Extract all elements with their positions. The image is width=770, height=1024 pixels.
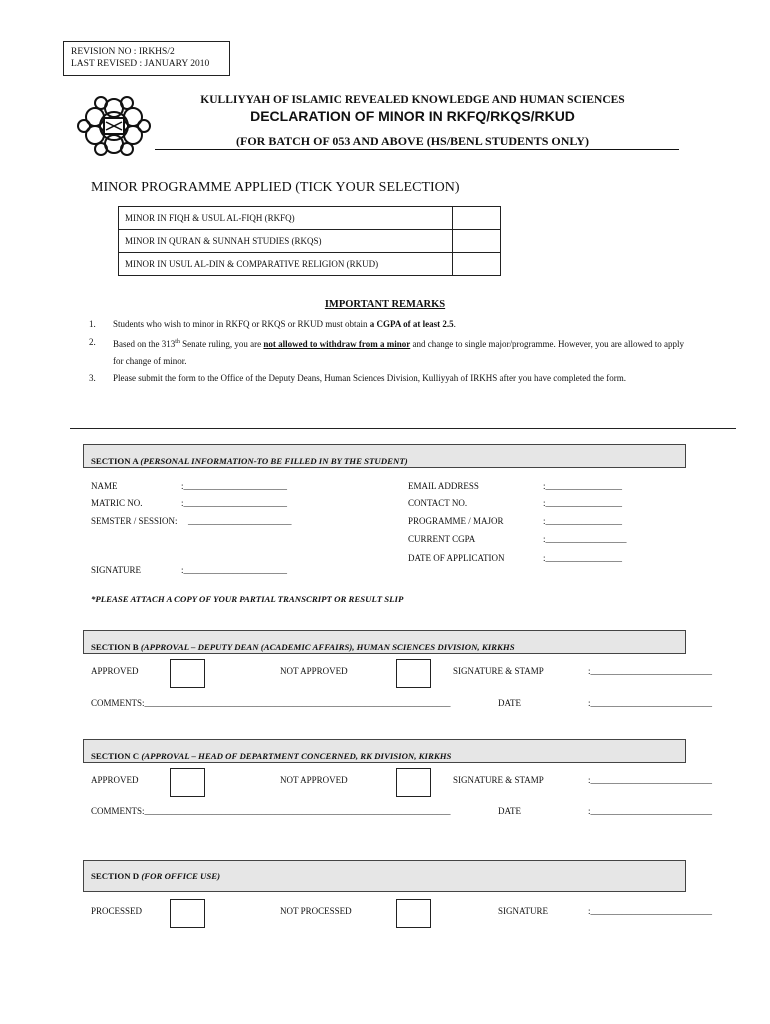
minor-programme-heading: MINOR PROGRAMME APPLIED (TICK YOUR SELECTION) xyxy=(91,180,460,195)
remark-text: Students who wish to minor in RKFQ or RKQS or RKUD must obtain a CGPA of at least 2.5. xyxy=(113,319,456,329)
name-field[interactable]: :_______________________ xyxy=(181,481,288,491)
signature-field[interactable]: :_______________________ xyxy=(181,565,288,575)
section-c-signature-field[interactable]: :___________________________ xyxy=(588,775,713,785)
revision-number: REVISION NO : IRKHS/2 xyxy=(71,47,175,57)
revision-box xyxy=(63,41,230,76)
section-c-date-field[interactable]: :___________________________ xyxy=(588,806,713,816)
semester-field[interactable]: _______________________ xyxy=(188,516,292,526)
minor-rkud-checkbox[interactable] xyxy=(453,253,501,276)
remark-number: 3. xyxy=(89,373,96,383)
not-approved-label: NOT APPROVED xyxy=(280,666,348,676)
section-c-not-approved-checkbox[interactable] xyxy=(396,768,431,797)
section-b-title: SECTION B (APPROVAL – DEPUTY DEAN (ACADEMIC AFFAIRS), HUMAN SCIENCES DIVISION, KIRKHS xyxy=(91,642,515,652)
remarks-heading: IMPORTANT REMARKS xyxy=(324,299,446,310)
section-c-approved-checkbox[interactable] xyxy=(170,768,205,797)
signature-label: SIGNATURE xyxy=(498,906,549,916)
not-processed-checkbox[interactable] xyxy=(396,899,431,928)
matric-label: MATRIC NO. xyxy=(91,498,143,508)
date-label: DATE xyxy=(498,806,521,816)
not-processed-label: NOT PROCESSED xyxy=(280,906,352,916)
minor-option-label: MINOR IN QURAN & SUNNAH STUDIES (RKQS) xyxy=(119,230,453,253)
section-b-not-approved-checkbox[interactable] xyxy=(396,659,431,688)
minor-selection-table xyxy=(118,206,501,276)
cgpa-field[interactable]: :__________________ xyxy=(543,534,627,544)
cgpa-label: CURRENT CGPA xyxy=(408,534,476,544)
contact-label: CONTACT NO. xyxy=(408,498,468,508)
semester-label: SEMSTER / SESSION: xyxy=(91,516,178,526)
signature-label: SIGNATURE xyxy=(91,565,142,575)
minor-rkqs-checkbox[interactable] xyxy=(453,230,501,253)
date-application-label: DATE OF APPLICATION xyxy=(408,553,505,563)
header-underline xyxy=(155,149,679,150)
programme-label: PROGRAMME / MAJOR xyxy=(408,516,504,526)
matric-field[interactable]: :_______________________ xyxy=(181,498,288,508)
approved-label: APPROVED xyxy=(91,666,139,676)
name-label: NAME xyxy=(91,481,118,491)
section-a-title: SECTION A (PERSONAL INFORMATION-TO BE FILLED IN BY THE STUDENT) xyxy=(91,456,408,466)
minor-option-label: MINOR IN FIQH & USUL AL-FIQH (RKFQ) xyxy=(119,207,453,230)
faculty-title: KULLIYYAH OF ISLAMIC REVEALED KNOWLEDGE AND HUMAN SCIENCES xyxy=(200,94,625,106)
programme-field[interactable]: :_________________ xyxy=(543,516,623,526)
section-d-signature-field[interactable]: :___________________________ xyxy=(588,906,713,916)
minor-option-row xyxy=(119,207,501,230)
date-label: DATE xyxy=(498,698,521,708)
contact-field[interactable]: :_________________ xyxy=(543,498,623,508)
remark-text: Based on the 313th Senate ruling, you are not allowed to withdraw from a minor and change to single major/programme. However, you are allowed to apply for change of minor. xyxy=(113,339,685,366)
university-logo-icon xyxy=(70,86,158,166)
remark-text: Please submit the form to the Office of the Deputy Deans, Human Sciences Division, Kulliyyah of IRKHS after you have completed the form. xyxy=(113,373,626,383)
email-field[interactable]: :_________________ xyxy=(543,481,623,491)
processed-checkbox[interactable] xyxy=(170,899,205,928)
attach-note: *PLEASE ATTACH A COPY OF YOUR PARTIAL TRANSCRIPT OR RESULT SLIP xyxy=(91,594,404,604)
date-application-field[interactable]: :_________________ xyxy=(543,553,623,563)
section-b-approved-checkbox[interactable] xyxy=(170,659,205,688)
remark-number: 1. xyxy=(89,319,96,329)
remark-number: 2. xyxy=(89,337,96,347)
minor-option-row xyxy=(119,230,501,253)
divider xyxy=(70,428,736,429)
batch-subtitle: (FOR BATCH OF 053 AND ABOVE (HS/BENL STUDENTS ONLY) xyxy=(236,134,589,148)
section-b-signature-field[interactable]: :___________________________ xyxy=(588,666,713,676)
processed-label: PROCESSED xyxy=(91,906,143,916)
declaration-title: DECLARATION OF MINOR IN RKFQ/RKQS/RKUD xyxy=(250,108,575,124)
last-revised: LAST REVISED : JANUARY 2010 xyxy=(71,59,210,69)
section-b-comments-field[interactable]: COMMENTS:____________________________________________________________________ xyxy=(91,698,451,708)
signature-stamp-label: SIGNATURE & STAMP xyxy=(453,666,544,676)
minor-option-label: MINOR IN USUL AL-DIN & COMPARATIVE RELIGION (RKUD) xyxy=(119,253,453,276)
section-d-title: SECTION D (FOR OFFICE USE) xyxy=(91,871,221,881)
section-b-date-field[interactable]: :___________________________ xyxy=(588,698,713,708)
section-c-title: SECTION C (APPROVAL – HEAD OF DEPARTMENT CONCERNED, RK DIVISION, KIRKHS xyxy=(91,751,452,761)
minor-option-row xyxy=(119,253,501,276)
approved-label: APPROVED xyxy=(91,775,139,785)
not-approved-label: NOT APPROVED xyxy=(280,775,348,785)
section-c-comments-field[interactable]: COMMENTS:____________________________________________________________________ xyxy=(91,806,451,816)
email-label: EMAIL ADDRESS xyxy=(408,481,479,491)
minor-rkfq-checkbox[interactable] xyxy=(453,207,501,230)
signature-stamp-label: SIGNATURE & STAMP xyxy=(453,775,544,785)
